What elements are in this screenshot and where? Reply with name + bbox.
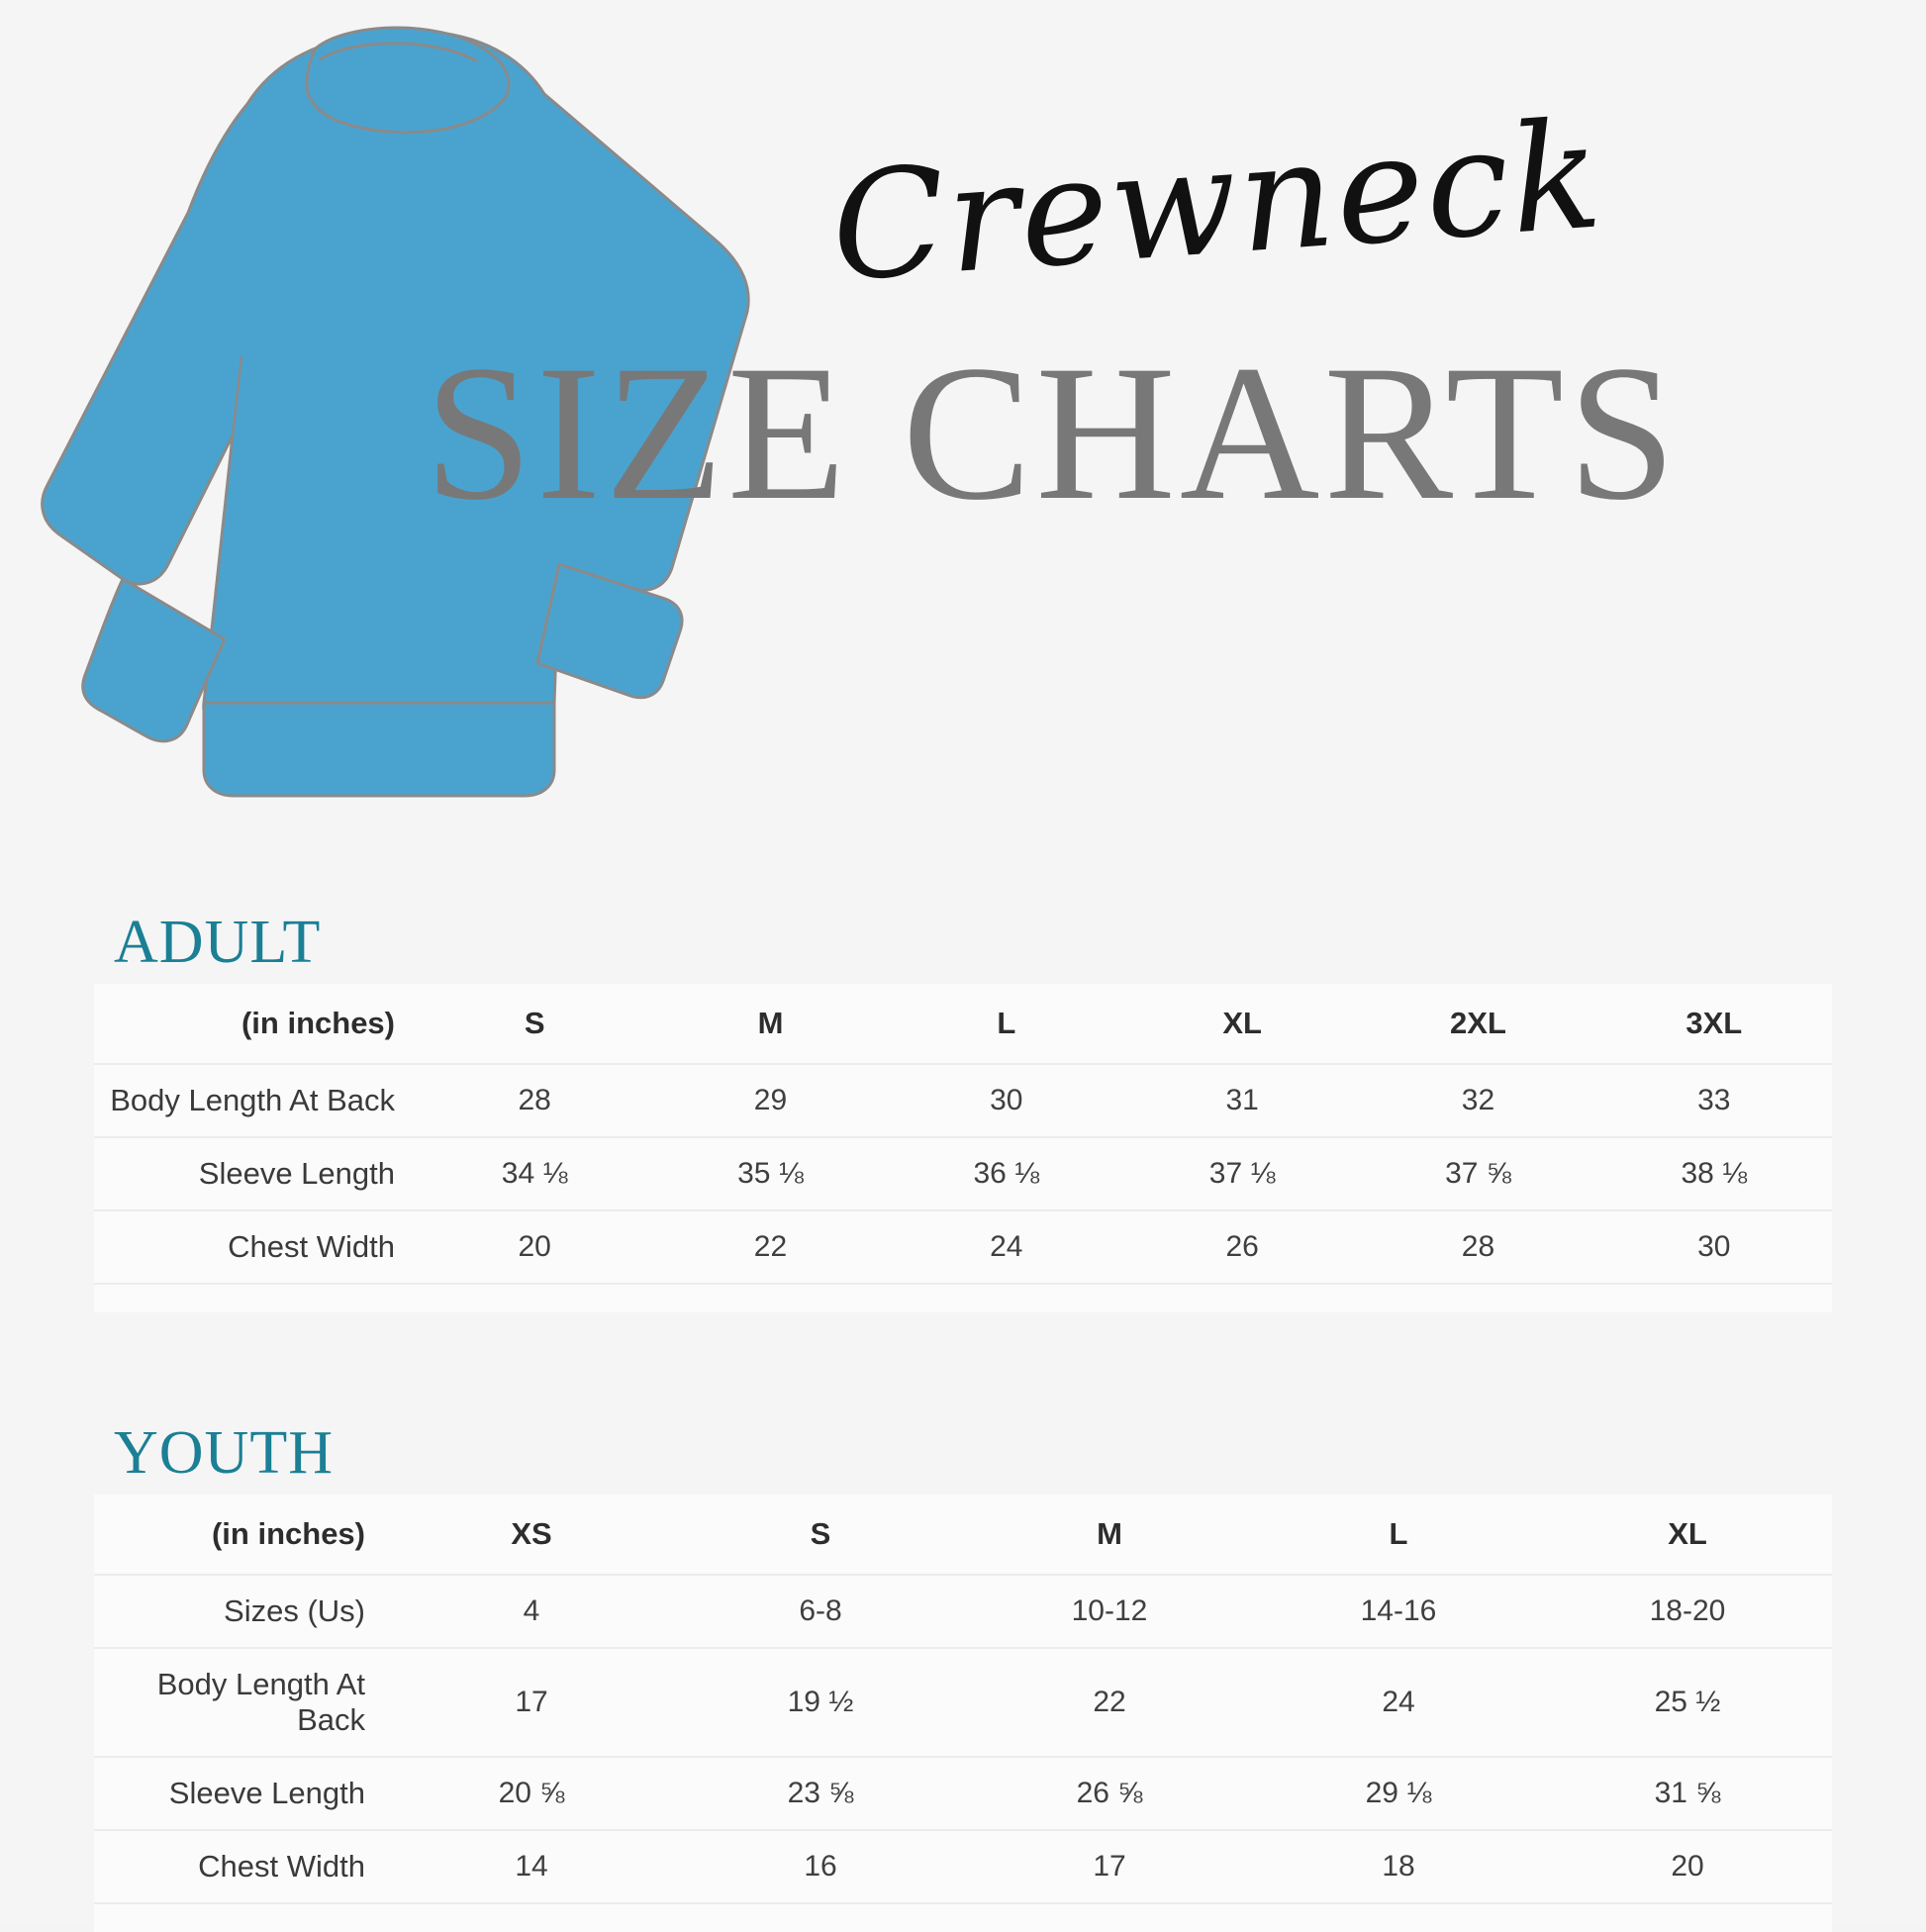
adult-col-m: M — [652, 984, 888, 1064]
adult-col-l: L — [889, 984, 1124, 1064]
page-title: SIZE CHARTS — [424, 326, 1681, 540]
youth-table-body — [94, 1575, 1832, 1902]
script-title: Crewneck — [825, 89, 1608, 316]
cell: 37 ⅝ — [1360, 1137, 1595, 1210]
cell: 26 — [1124, 1210, 1360, 1283]
hero-section — [0, 0, 1926, 891]
cell: 34 ⅛ — [417, 1137, 652, 1210]
cell: 17 — [387, 1648, 676, 1757]
youth-unit-label: (in inches) — [94, 1495, 387, 1575]
row-label: Sleeve Length — [94, 1137, 417, 1210]
cell: 31 — [1124, 1064, 1360, 1137]
cell: 17 — [965, 1830, 1254, 1902]
row-label: Sleeve Length — [94, 1757, 387, 1830]
table-row — [94, 1137, 1832, 1210]
table-row — [94, 1757, 1832, 1830]
row-label: Chest Width — [94, 1210, 417, 1283]
cell: 32 — [1360, 1064, 1595, 1137]
youth-table-head — [94, 1495, 1832, 1575]
cell: 4 — [387, 1575, 676, 1648]
cell: 20 ⅝ — [387, 1757, 676, 1830]
cell: 19 ½ — [676, 1648, 965, 1757]
cell: 36 ⅛ — [889, 1137, 1124, 1210]
table-row — [94, 1064, 1832, 1137]
cell: 28 — [417, 1064, 652, 1137]
table-row — [94, 1575, 1832, 1648]
row-label: Body Length At Back — [94, 1064, 417, 1137]
cell: 37 ⅛ — [1124, 1137, 1360, 1210]
cell: 20 — [417, 1210, 652, 1283]
adult-section — [0, 909, 1926, 1312]
cell: 16 — [676, 1830, 965, 1902]
row-label: Chest Width — [94, 1830, 387, 1902]
table-header-row — [94, 984, 1832, 1064]
cell: 25 ½ — [1543, 1648, 1832, 1757]
table-header-row — [94, 1495, 1832, 1575]
cell: 14 — [387, 1830, 676, 1902]
youth-col-xs: XS — [387, 1495, 676, 1575]
youth-section — [0, 1419, 1926, 1932]
row-label: Sizes (Us) — [94, 1575, 387, 1648]
cell: 28 — [1360, 1210, 1595, 1283]
cell: 24 — [889, 1210, 1124, 1283]
adult-col-xl: XL — [1124, 984, 1360, 1064]
table-row — [94, 1830, 1832, 1902]
adult-unit-label: (in inches) — [94, 984, 417, 1064]
adult-heading: ADULT — [114, 909, 322, 976]
adult-table-head — [94, 984, 1832, 1064]
cell: 23 ⅝ — [676, 1757, 965, 1830]
cell: 31 ⅝ — [1543, 1757, 1832, 1830]
youth-col-s: S — [676, 1495, 965, 1575]
cell: 33 — [1596, 1064, 1832, 1137]
adult-table-body — [94, 1064, 1832, 1283]
cell: 26 ⅝ — [965, 1757, 1254, 1830]
cell: 20 — [1543, 1830, 1832, 1902]
youth-table-footer-space — [94, 1902, 1832, 1932]
cell: 14-16 — [1254, 1575, 1543, 1648]
youth-col-xl: XL — [1543, 1495, 1832, 1575]
youth-col-l: L — [1254, 1495, 1543, 1575]
youth-size-table — [94, 1495, 1832, 1902]
cell: 30 — [889, 1064, 1124, 1137]
cell: 29 ⅛ — [1254, 1757, 1543, 1830]
cell: 10-12 — [965, 1575, 1254, 1648]
cell: 30 — [1596, 1210, 1832, 1283]
cell: 29 — [652, 1064, 888, 1137]
cell: 35 ⅛ — [652, 1137, 888, 1210]
youth-heading: YOUTH — [114, 1419, 334, 1488]
cell: 24 — [1254, 1648, 1543, 1757]
cell: 38 ⅛ — [1596, 1137, 1832, 1210]
adult-col-3xl: 3XL — [1596, 984, 1832, 1064]
cell: 6-8 — [676, 1575, 965, 1648]
row-label: Body Length At Back — [94, 1648, 387, 1757]
adult-col-s: S — [417, 984, 652, 1064]
cell: 18-20 — [1543, 1575, 1832, 1648]
table-row — [94, 1210, 1832, 1283]
youth-col-m: M — [965, 1495, 1254, 1575]
adult-col-2xl: 2XL — [1360, 984, 1595, 1064]
table-row — [94, 1648, 1832, 1757]
adult-size-table — [94, 984, 1832, 1283]
cell: 22 — [965, 1648, 1254, 1757]
adult-table-footer-space — [94, 1283, 1832, 1312]
cell: 22 — [652, 1210, 888, 1283]
cell: 18 — [1254, 1830, 1543, 1902]
